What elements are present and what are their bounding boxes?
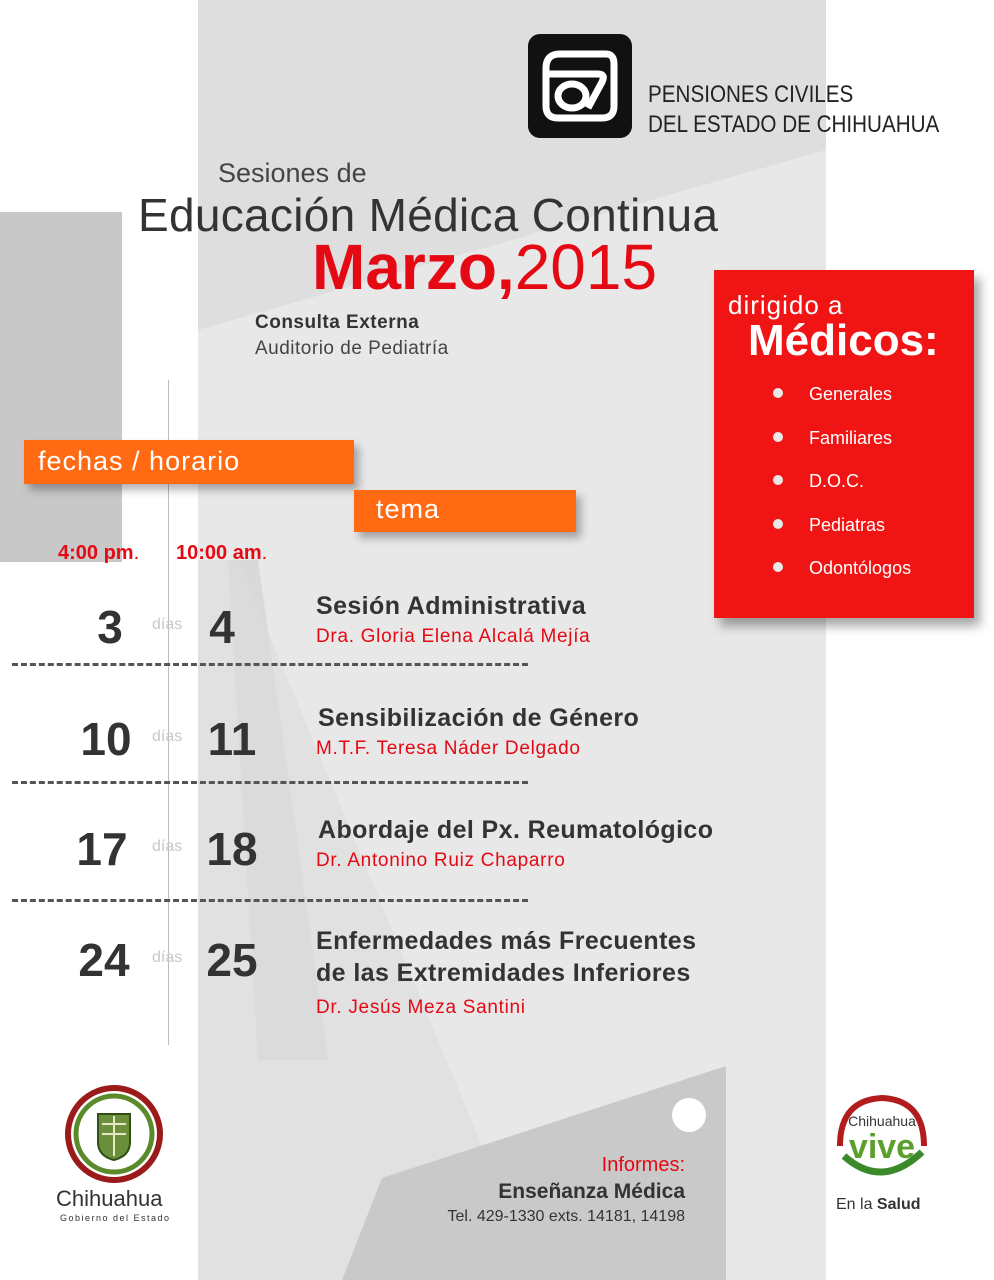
audience-heading: Médicos:	[748, 316, 939, 365]
dates-header	[24, 440, 354, 484]
session-day1: 3	[97, 601, 123, 653]
pensiones-logo	[528, 34, 632, 138]
session-topic: Enfermedades más Frecuentes	[316, 927, 697, 955]
audience-intro: dirigido a	[728, 290, 844, 320]
dates-header-label: fechas / horario	[38, 446, 241, 476]
info-phone: Tel. 429-1330 exts. 14181, 14198	[447, 1208, 685, 1225]
days-label: días	[152, 728, 183, 745]
session-speaker: M.T.F. Teresa Náder Delgado	[316, 738, 581, 759]
days-label: días	[152, 616, 183, 633]
audience-item-label: D.O.C.	[809, 471, 865, 491]
organization-line2: DEL ESTADO DE CHIHUAHUA	[648, 111, 940, 138]
time-first	[58, 542, 139, 565]
state-seal-logo	[64, 1084, 164, 1184]
time-first-value: 4:00 pm	[58, 542, 134, 564]
chihuahua-vive-logo	[826, 1086, 938, 1196]
organization-name	[648, 80, 939, 140]
title-line1: Sesiones de	[218, 158, 367, 188]
svg-text:vive: vive	[848, 1128, 916, 1166]
vive-tagline-prefix: En la	[836, 1196, 877, 1213]
time-second-dot: .	[261, 542, 268, 564]
bullet-icon	[773, 432, 783, 442]
time-first-dot: .	[133, 542, 140, 564]
session-day2: 11	[207, 713, 257, 765]
vive-tagline-bold: Salud	[876, 1196, 921, 1213]
session-day1: 10	[80, 713, 132, 765]
days-label: días	[152, 949, 183, 966]
audience-item-label: Odontólogos	[809, 558, 912, 578]
bullet-icon	[773, 519, 783, 529]
row-divider	[12, 899, 528, 902]
circle-ornament	[672, 1098, 706, 1132]
session-day2: 18	[206, 823, 258, 875]
session-day2: 25	[206, 934, 258, 986]
session-topic: Sesión Administrativa	[316, 592, 587, 620]
topic-header	[354, 490, 576, 532]
bullet-icon	[773, 475, 783, 485]
info-department: Enseñanza Médica	[498, 1180, 685, 1203]
location-line1: Consulta Externa	[255, 312, 420, 333]
location-line2: Auditorio de Pediatría	[255, 338, 449, 359]
audience-item-label: Familiares	[809, 428, 893, 448]
session-speaker: Dr. Antonino Ruiz Chaparro	[316, 850, 566, 871]
organization-line1: PENSIONES CIVILES	[648, 81, 854, 108]
row-divider	[12, 781, 528, 784]
left-grey-block	[0, 212, 122, 562]
session-speaker: Dr. Jesús Meza Santini	[316, 997, 526, 1018]
state-subtitle: Gobierno del Estado	[60, 1213, 171, 1223]
session-topic-line2: de las Extremidades Inferiores	[316, 959, 691, 987]
vive-tagline	[836, 1196, 920, 1214]
svg-text:Chihuahua: Chihuahua	[848, 1113, 916, 1129]
session-speaker: Dra. Gloria Elena Alcalá Mejía	[316, 626, 591, 647]
audience-item-label: Pediatras	[809, 515, 886, 535]
bullet-icon	[773, 562, 783, 572]
audience-item-label: Generales	[809, 384, 893, 404]
bullet-icon	[773, 388, 783, 398]
title-line2: Educación Médica Continua	[138, 189, 719, 241]
days-label: días	[152, 838, 183, 855]
title-month: Marzo,	[312, 231, 515, 303]
session-topic: Sensibilización de Género	[318, 704, 640, 732]
state-name: Chihuahua	[56, 1186, 163, 1211]
info-label: Informes:	[601, 1154, 685, 1176]
session-day1: 17	[76, 823, 128, 875]
topic-header-label: tema	[376, 494, 441, 524]
time-second	[176, 542, 267, 565]
title-year: 2015	[514, 231, 658, 303]
pensiones-logo-icon	[528, 34, 632, 138]
title-month-year	[312, 230, 657, 304]
session-topic: Abordaje del Px. Reumatológico	[318, 816, 714, 844]
session-day1: 24	[78, 934, 130, 986]
session-day2: 4	[209, 601, 235, 653]
row-divider	[12, 663, 528, 666]
time-second-value: 10:00 am	[176, 542, 262, 564]
